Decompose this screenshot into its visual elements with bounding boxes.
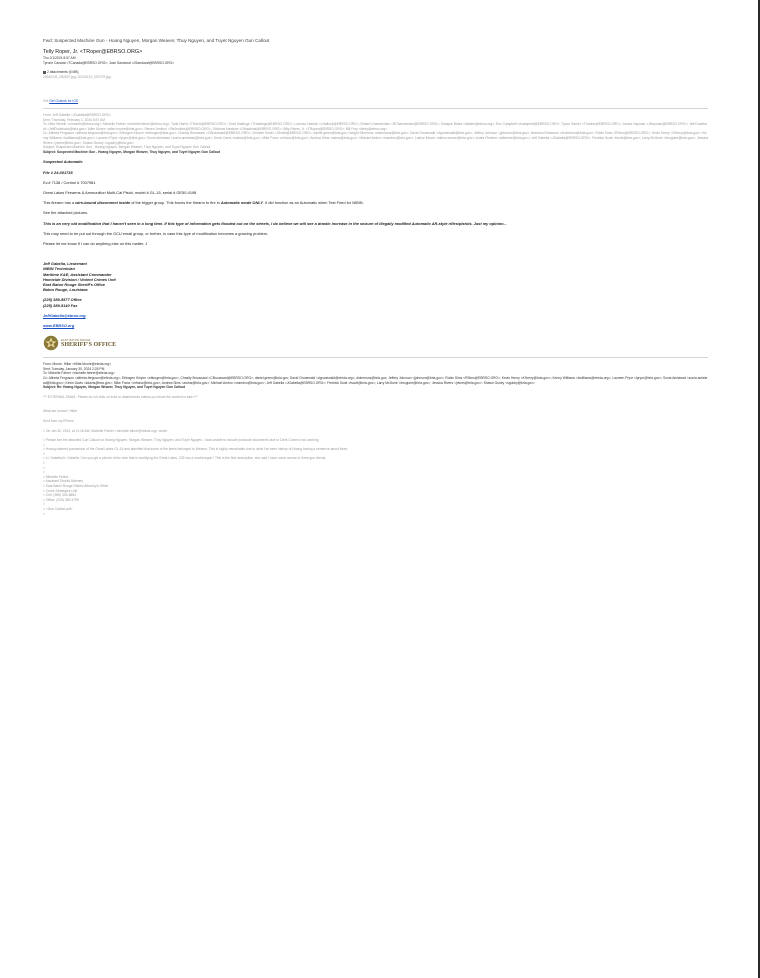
sheriff-logo xyxy=(43,333,708,353)
fwd-to: To: Mike Morein <mmorein@ebrso.org>; Michelle Fahrer <michelle.fahrer@ebrso.org>; Todd Harris <THarris@EBRSO.ORG>; Todd Hastings <THastings@EBRSO.ORG>; Lorenzo Hallock <LHallock@EBRSO.ORG>; Robert Chamberlain <RChamberlain@EBRSO.ORG>; Dwayne Bates <dbates@ebrso.org>; Eric Campbell <ecampbell@EBRSO.ORG>; Tyson Sarker <TSarker@EBRSO.ORG>; James Hayman <JHayman@EBRSO.ORG>; Jeff Dudeback <JeffDudeback@brla.gov>; Allen Moore <allen.moore@brla.gov>; Steven Jenkins <SteJenkins@EBRSO.ORG>; Gibbons Hawkins <GHawkins@EBRSO.ORG>; Billy Rivers, Jr. <TRoper@EBRSO.ORG>; Bill Frey <bfrey@ebrso.org> xyxy=(43,122,707,131)
get-outlook-link[interactable]: Get Outlook for iOS xyxy=(49,99,79,104)
divider xyxy=(43,357,708,358)
fwd-subject: Subject: Suspected Machine Gun - Hoang Nguyen, Morgan Weaver, Thuy Nguyen, and Tuyet Nguyen Gun Callout xyxy=(43,145,211,150)
divider xyxy=(43,108,708,109)
sig-fax: (225) 389-5140 Fax xyxy=(43,302,78,308)
quote-line: > Assistant District Attorney xyxy=(43,479,84,484)
email-recipients: Tyrone Canada <TCanada@EBRSO.ORG>; Jose Sandoval <JSandoval@EBRSO.ORG> xyxy=(43,60,175,65)
body-heading: Suspected Automatic xyxy=(43,159,83,165)
sig-city: Baton Rouge, Louisiana xyxy=(43,287,88,293)
p1-a: This firearm has a xyxy=(43,200,76,206)
quote-line: > xyxy=(43,470,45,475)
quote-line: > xyxy=(43,451,45,456)
orig-to: To: Michelle Fahrer <michelle.fahrer@ebrda.org> xyxy=(43,371,115,376)
quote-line: > xyxy=(43,502,45,507)
quote-line: > xyxy=(43,461,45,466)
quote-line: > Crime Strategies Unit xyxy=(43,488,78,493)
p1-c: of the trigger group. This forces the firearm to fire in xyxy=(130,200,221,206)
paragraph-pictures: See the attached pictures. xyxy=(43,210,89,216)
p1-b: wire-bound disconnect inside xyxy=(75,200,131,206)
email-sent-date: Thu 2/1/2024 8:57 AM xyxy=(43,56,76,60)
quote-line: > xyxy=(43,511,45,516)
quote-line: > Cell: (985) 345-8884 xyxy=(43,493,76,498)
quote-line: > Hoang claimed possession of the Great Lakes GL-15 and admitted that some of the items belonged to Weaver. This is highly remarkable due to what I've seen history of Hoang having a sentence about three. xyxy=(43,447,349,452)
quote-line: Sent from my iPhone xyxy=(43,418,74,423)
quote-line: > Michelle Fahrer xyxy=(43,474,69,479)
sheriff-star-icon xyxy=(43,335,59,351)
paragraph-opinion: This is an very old modification that I haven't seen in a long time. If this type of information gets flooded out on the streets, I do believe we will see a drastic increase in the seizure of illegally modified Automatic AR-style rifles/pistols. Just my opinion... xyxy=(43,220,507,226)
logo-big-text: SHERIFF'S OFFICE xyxy=(61,341,117,348)
email-sender: Telly Roper, Jr. <TRoper@EBRSO.ORG> xyxy=(43,49,143,55)
fwd-from: From: Jeff Gabella <JGabella@EBRSO.ORG> xyxy=(43,112,112,117)
sig-name: Jeff Gabella, Lieutenant xyxy=(43,261,87,267)
outlook-link-row: Get Get Outlook for iOS xyxy=(43,99,79,104)
paperclip-icon xyxy=(43,71,46,74)
quote-line: > xyxy=(43,442,45,447)
orig-cc: Cc: Alfreda Ferguson <alfreda.ferguson@ebrda.org>; Ebbogen Kinyon <ebbogen@brla.gov>; Chasity Broussard <CBroussard@EBRSO.ORG>; daniel.green@brla.gov; David Grunewald <dgrunewald@ebrda.org>; dsimmons@brla.gov; Jeffery Johnson <jjohnson@brla.gov>; Robin Sims <RSims@EBRSO.ORG>; Kevin Henry <KHenry@brla.gov>; Kenny Williams <kwilliams@ebrda.org>; Laureen Pryor <lpryor@brla.gov>; Sonia Amistead <sonia.amistead@brla.gov>; Kevin Davis <kdavis@brla.gov>; Mike Franz <mfranz@brla.gov>; Andrea Sims <asims@brla.gov>; Michael Ambro <mambro@brla.gov>; Jeff Gabella <JGabella@EBRSO.ORG>; Fredrick Scott <fscott@brla.gov>; Larry McGuire <lmcguire@brla.gov>; Jessica Rivers <jrivers@brla.gov>; Shawn Guidry <sguidry@brla.gov> xyxy=(43,375,708,385)
sig-office-phone: (225) 389-5577 Office xyxy=(43,297,82,303)
evidence-number: Ev.# 7138 / Control # 7007981 xyxy=(43,179,96,185)
fwd-subject-strong: Subject: Suspected Machine Gun - Hoang Nguyen, Morgan Weaver, Thuy Nguyen, and Tuyet Nguyen Gun Callout xyxy=(43,149,221,154)
quote-line: What are known? Hillar xyxy=(43,409,78,414)
paragraph-closing: Please let me know if I can do anything else on this matter. J xyxy=(43,240,148,246)
external-warning: *** EXTERNAL EMAIL: Please do not click on links or attachments unless you know the content is safe.*** xyxy=(43,394,198,399)
attachment-names[interactable]: 20240131_092527.jpg; 20240131_092729.jpg; xyxy=(43,74,112,79)
quote-line: > <Gun Callout.pdf> xyxy=(43,507,73,512)
fwd-sent: Sent: Thursday, February 1, 2024 8:57 AM xyxy=(43,117,106,122)
sig-title-3: Homicide Division / Violent Crimes Unit xyxy=(43,276,116,282)
sig-title-1: NIBIN Technician xyxy=(43,266,75,272)
gun-description: Great Lakes Firearms & Ammunition Multi-Cal Pistol, model # GL-15, serial # GE50-4198 xyxy=(43,189,197,195)
signature-block xyxy=(43,261,708,353)
p1-e: . It did function as an Automatic when Test Fired for NIBIN. xyxy=(262,200,364,206)
attachment-count: 2 attachments (6 MB) xyxy=(47,70,79,75)
sig-agency: East Baton Rouge Sheriff's Office xyxy=(43,281,105,287)
sig-title-2: Maritime K&E, Assistant Commander xyxy=(43,271,112,277)
fwd-cc: Cc: Alfreda Ferguson <alfreda.ferguson@brla.gov>; Ebbogen Kinyon <ebbogen@brla.gov>; Chasity Broussard <CBroussard@EBRSO.ORG>; Jennifer Smith <JSmith@EBRSO.ORG>; daniel.green@brla.gov; Dwight Simmons <dsimmons@brla.gov>; David Grunewald <dgrunewald@brla.gov>; Jeffery Johnson <jjohnson@brla.gov>; Brandon Roberson <broberson@brla.gov>; Robin Sims <RSims@EBRSO.ORG>; Kevin Henry <KHenry@brla.gov>; Kenny Williams <kwilliams@brla.gov>; Laureen Pryor <lpryor@brla.gov>; Sonia Amistead <sonia.amistead@brla.gov>; Kevin Davis <kdavis@brla.gov>; Mike Franz <mfranz@brla.gov>; Andrea Sims <asims@brla.gov>; Michael Ambro <mambro@brla.gov>; Latrice Moore <latrice.moore@brla.gov>; Andre Fletcher <afletcher@brla.gov>; Jeff Gabella <JGabella@EBRSO.ORG>; Fredrick Scott <fscott@brla.gov>; Larry McGuire <lmcguire@brla.gov>; Jessica Rivers <jrivers@brla.gov>; Shawn Guidry <sguidry@brla.gov> xyxy=(43,131,708,145)
file-number: File # 24-001735 xyxy=(43,169,73,175)
orig-sent: Sent: Tuesday, January 30, 2024 2:25 PM xyxy=(43,366,105,371)
email-printout xyxy=(43,38,708,516)
quote-line: > Please see the attached Gun Callout on Hoang Nguyen, Morgan Weaver, Thuy Nguyen, and Tuyet Nguyen. I was unable to include postcode documents due to Clerk Connect not working. xyxy=(43,438,320,443)
logo-small-text: EAST BATON ROUGE xyxy=(61,338,91,342)
quote-line: > xyxy=(43,465,45,470)
p1-d: Automatic mode ONLY xyxy=(220,200,263,206)
email-subject: Fwd: Suspected Machine Gun - Hoang Nguyen, Morgan Weaver, Thuy Nguyen, and Tuyet Nguyen Gun Callout xyxy=(43,38,270,43)
paragraph-gcu: This may need to be put out through the GCU email group, or further, in case this type of modification becomes a growing problem. xyxy=(43,230,269,236)
orig-subject: Subject: Re: Hoang Nguyen, Morgan Weaver, Thuy Nguyen, and Tuyet Nguyen Gun Callout xyxy=(43,385,186,390)
quote-line: > East Baton Rouge District Attorney's Office xyxy=(43,484,109,489)
sig-website-link[interactable]: www.EBRSO.org xyxy=(43,322,75,328)
quote-line: > Office: (225) 389-4799 xyxy=(43,497,79,502)
sig-email-link[interactable]: JeffGabella@ebrso.org xyxy=(43,312,86,318)
quote-line: > Lt. Gabella/Lt. Gabella: Can you get a picture of the wire that is modifying the Great Lakes .223 into a machinegun? This is the first description, she said I have come across in three gun clients. xyxy=(43,456,327,461)
quote-line: > On Jan 30, 2024, at 11:16 AM, Michelle Fahrer <michelle.fahrer@ebrda.org> wrote: xyxy=(43,428,168,433)
orig-from: From: Moore, Hillar <Hillar.Moore@ebrda.org> xyxy=(43,362,112,367)
